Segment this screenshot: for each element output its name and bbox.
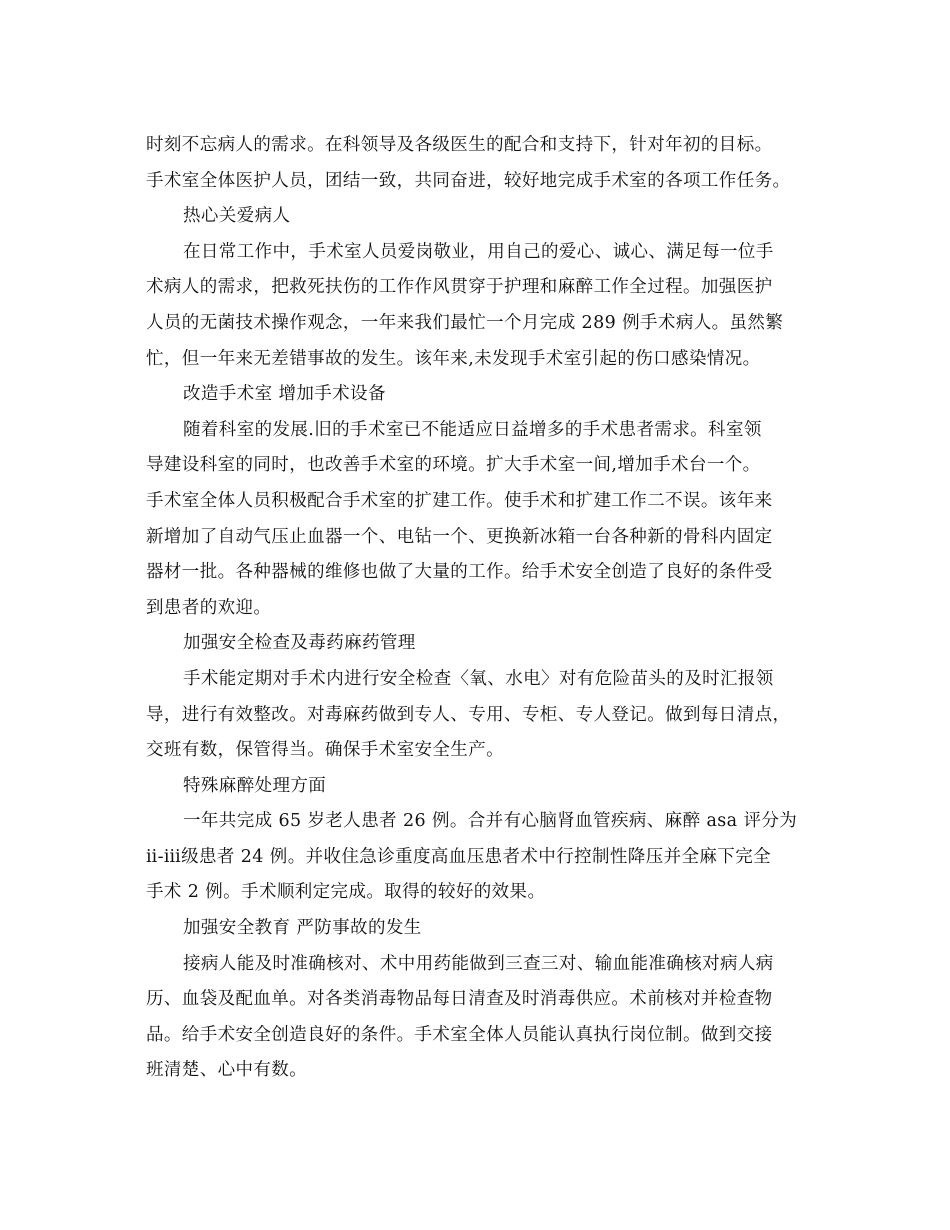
paragraph-line: 手术室全体医护人员，团结一致，共同奋进，较好地完成手术室的各项工作任务。	[146, 170, 791, 191]
paragraph-line-indented: 在日常工作中，手术室人员爱岗敬业，用自己的爱心、诚心、满足每一位手	[183, 241, 774, 262]
paragraph-line-indented: 接病人能及时准确核对、术中用药能做到三查三对、输血能准确核对病人病	[183, 953, 774, 974]
paragraph-line: 手术室全体人员积极配合手术室的扩建工作。使手术和扩建工作二不误。该年来	[146, 490, 773, 511]
document-body	[146, 128, 816, 1089]
paragraph-line: 历、血袋及配血单。对各类消毒物品每日清查及时消毒供应。术前核对并检查物	[146, 989, 773, 1010]
paragraph-line: 导，进行有效整改。对毒麻药做到专人、专用、专柜、专人登记。做到每日清点，	[146, 704, 791, 725]
paragraph-line: 到患者的欢迎。	[146, 597, 272, 618]
paragraph-line: 交班有数，保管得当。确保手术室安全生产。	[146, 740, 504, 761]
paragraph-line-indented: 加强安全检查及毒药麻药管理	[183, 633, 416, 654]
paragraph-line: 时刻不忘病人的需求。在科领导及各级医生的配合和支持下，针对年初的目标。	[146, 135, 773, 155]
paragraph-line: 导建设科室的同时，也改善手术室的环境。扩大手术室一间,增加手术台一个。	[146, 455, 761, 476]
paragraph-line: 忙，但一年来无差错事故的发生。该年来,未发现手术室引起的伤口感染情况。	[146, 348, 761, 369]
paragraph-line-indented: 手术能定期对手术内进行安全检查〈氧、水电〉对有危险苗头的及时汇报领	[183, 668, 774, 689]
paragraph-line: ⅱ-ⅲ级患者 24 例。并收住急诊重度高血压患者术中行控制性降压并全麻下完全	[146, 846, 771, 867]
paragraph-line: 手术 2 例。手术顺利定完成。取得的较好的效果。	[146, 882, 546, 903]
paragraph-line-indented: 一年共完成 65 岁老人患者 26 例。合并有心脑肾血管疾病、麻醉 asa 评分为	[183, 811, 798, 832]
paragraph-line: 新增加了自动气压止血器一个、电钻一个、更换新冰箱一台各种新的骨科内固定	[146, 526, 773, 547]
paragraph-line: 术病人的需求，把救死扶伤的工作作风贯穿于护理和麻醉工作全过程。加强医护	[146, 277, 773, 298]
paragraph-line-indented: 热心关爱病人	[183, 206, 291, 227]
paragraph-line-indented: 特殊麻醉处理方面	[183, 775, 327, 796]
paragraph-line-indented: 随着科室的发展.旧的手术室已不能适应日益增多的手术患者需求。科室领	[183, 419, 762, 440]
paragraph-line: 品。给手术安全创造良好的条件。手术室全体人员能认真执行岗位制。做到交接	[146, 1024, 773, 1045]
paragraph-line: 班清楚、心中有数。	[146, 1060, 308, 1081]
paragraph-line: 人员的无菌技术操作观念，一年来我们最忙一个月完成 289 例手术病人。虽然繁	[146, 312, 784, 333]
paragraph-line-indented: 加强安全教育 严防事故的发生	[183, 918, 422, 939]
paragraph-line: 器材一批。各种器械的维修也做了大量的工作。给手术安全创造了良好的条件受	[146, 562, 773, 583]
paragraph-line-indented: 改造手术室 增加手术设备	[183, 384, 386, 405]
